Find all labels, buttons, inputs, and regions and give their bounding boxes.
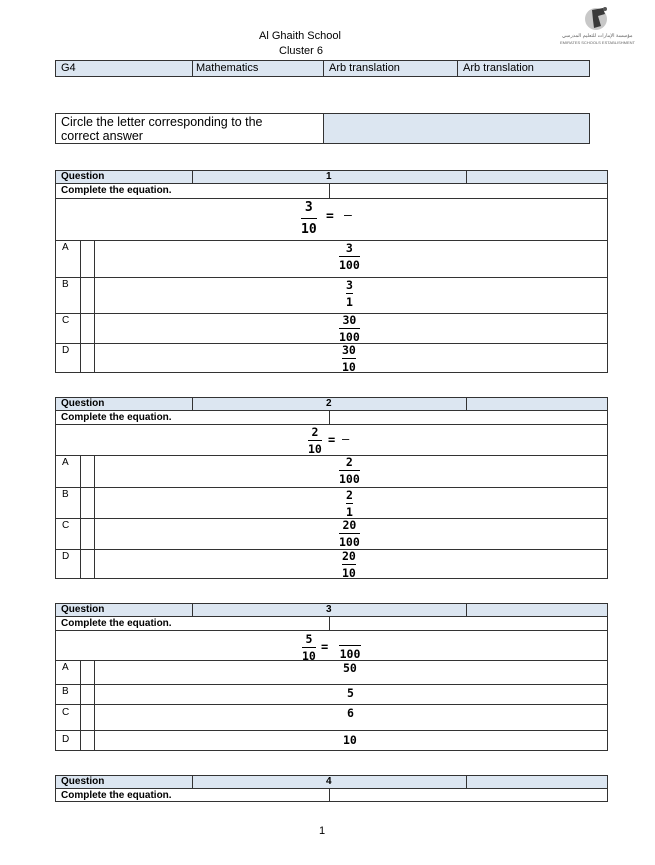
option-a-fraction: 2 100 [339, 455, 360, 486]
lhs-fraction: 5 10 [302, 632, 316, 663]
question-number: 1 [326, 171, 332, 182]
option-a-letter[interactable]: A [62, 662, 69, 673]
option-b-letter[interactable]: B [62, 686, 69, 697]
lhs-fraction: 3 10 [301, 200, 317, 237]
grade-cell: G4 [61, 62, 76, 74]
question-label: Question [61, 604, 105, 615]
option-b-letter[interactable]: B [62, 489, 69, 500]
school-name: Al Ghaith School [259, 30, 341, 42]
option-c-fraction: 30 100 [339, 313, 360, 344]
option-c-fraction: 20 100 [339, 518, 360, 549]
option-b-fraction: 2 1 [346, 488, 353, 519]
equals-sign: = [328, 433, 336, 447]
page-number: 1 [319, 825, 326, 837]
option-d-fraction: 20 10 [342, 549, 356, 580]
arb-translation-1: Arb translation [329, 62, 400, 74]
option-d-letter[interactable]: D [62, 345, 70, 356]
option-a-letter[interactable]: A [62, 242, 69, 253]
blank-fraction: — [342, 432, 350, 446]
subject-cell: Mathematics [196, 62, 259, 74]
option-d-fraction: 30 10 [342, 343, 356, 374]
question-number: 4 [326, 776, 332, 787]
question-prompt: Complete the equation. [61, 790, 172, 801]
option-c-letter[interactable]: C [62, 520, 70, 531]
question-label: Question [61, 776, 105, 787]
rhs-fraction: 100 [339, 647, 361, 661]
question-prompt: Complete the equation. [61, 618, 172, 629]
option-b-letter[interactable]: B [62, 279, 69, 290]
option-d-letter[interactable]: D [62, 734, 70, 745]
blank-fraction: — [344, 208, 352, 223]
logo-english-text: EMIRATES SCHOOLS ESTABLISHMENT [560, 40, 635, 45]
option-c-letter[interactable]: C [62, 315, 70, 326]
option-d-value: 10 [343, 733, 357, 747]
lhs-fraction: 2 10 [308, 425, 322, 456]
option-a-letter[interactable]: A [62, 457, 69, 468]
option-a-value: 50 [343, 661, 357, 675]
instruction-text: Circle the letter corresponding to the correct answer [61, 115, 263, 143]
arb-translation-2: Arb translation [463, 62, 534, 74]
option-b-value: 5 [347, 686, 354, 700]
option-b-fraction: 3 1 [346, 278, 353, 309]
equals-sign: = [321, 640, 329, 654]
question-prompt: Complete the equation. [61, 185, 172, 196]
equals-sign: = [326, 209, 334, 224]
question-number: 2 [326, 398, 332, 409]
question-prompt: Complete the equation. [61, 412, 172, 423]
question-number: 3 [326, 604, 332, 615]
logo-arabic-text: مؤسسة الإمارات للتعليم المدرسي [562, 33, 633, 39]
option-d-letter[interactable]: D [62, 551, 70, 562]
question-label: Question [61, 171, 105, 182]
question-label: Question [61, 398, 105, 409]
cluster-label: Cluster 6 [279, 45, 324, 57]
school-logo [583, 4, 611, 32]
option-a-fraction: 3 100 [339, 241, 360, 272]
option-c-letter[interactable]: C [62, 707, 70, 718]
option-c-value: 6 [347, 706, 354, 720]
